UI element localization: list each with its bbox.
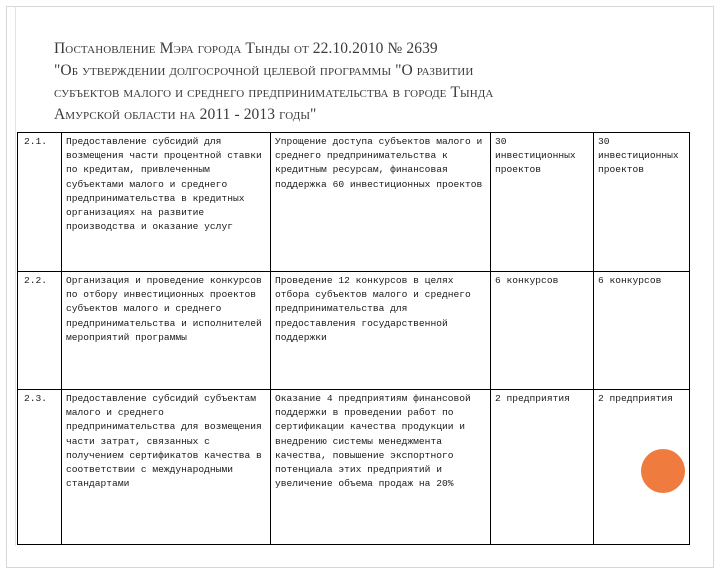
row-value-b: 6 конкурсов xyxy=(594,272,690,390)
row-number: 2.3. xyxy=(18,390,62,545)
table-row xyxy=(18,133,690,272)
row-value-a: 2 предприятия xyxy=(491,390,594,545)
slide-frame-line xyxy=(15,6,16,546)
row-number: 2.1. xyxy=(18,133,62,272)
program-table xyxy=(17,132,690,545)
row-value-a: 6 конкурсов xyxy=(491,272,594,390)
row-value-b: 2 предприятия xyxy=(594,390,690,545)
row-result: Упрощение доступа субъектов малого и среднего предпринимательства к кредитным ресурсам, финансовая поддержка 60 инвестиционных проектов xyxy=(271,133,491,272)
title-line-1: Постановление Мэра города Тынды от 22.10.2010 № 2639 xyxy=(54,40,438,57)
title-line-2: "Об утверждении долгосрочной целевой программы "О развитии xyxy=(54,62,474,79)
row-value-a: 30 инвестиционных проектов xyxy=(491,133,594,272)
row-result: Проведение 12 конкурсов в целях отбора субъектов малого и среднего предпринимательства для предоставления государственной поддержки xyxy=(271,272,491,390)
slide-title xyxy=(54,38,674,126)
table-row xyxy=(18,390,690,545)
row-number: 2.2. xyxy=(18,272,62,390)
title-line-4: Амурской области на 2011 - 2013 годы" xyxy=(54,106,317,123)
row-action: Предоставление субсидий для возмещения части процентной ставки по кредитам, привлеченным субъектами малого и среднего предпринимательства в кредитных организациях на развитие производства и оказание услуг xyxy=(62,133,271,272)
table-row xyxy=(18,272,690,390)
row-action: Предоставление субсидий субъектам малого и среднего предпринимательства для возмещения части затрат, связанных с получением сертификатов качества в соответствии с международными стандартами xyxy=(62,390,271,545)
decorative-circle xyxy=(641,449,685,493)
row-result: Оказание 4 предприятиям финансовой поддержки в проведении работ по сертификации качества продукции и внедрению системы менеджмента качества, повышение экспортного потенциала этих предприятий и увеличение объема продаж на 20% xyxy=(271,390,491,545)
row-action: Организация и проведение конкурсов по отбору инвестиционных проектов субъектов малого и среднего предпринимательства и исполнителей мероприятий программы xyxy=(62,272,271,390)
row-value-b: 30 инвестиционных проектов xyxy=(594,133,690,272)
title-line-3: субъектов малого и среднего предпринимательства в городе Тында xyxy=(54,84,494,101)
